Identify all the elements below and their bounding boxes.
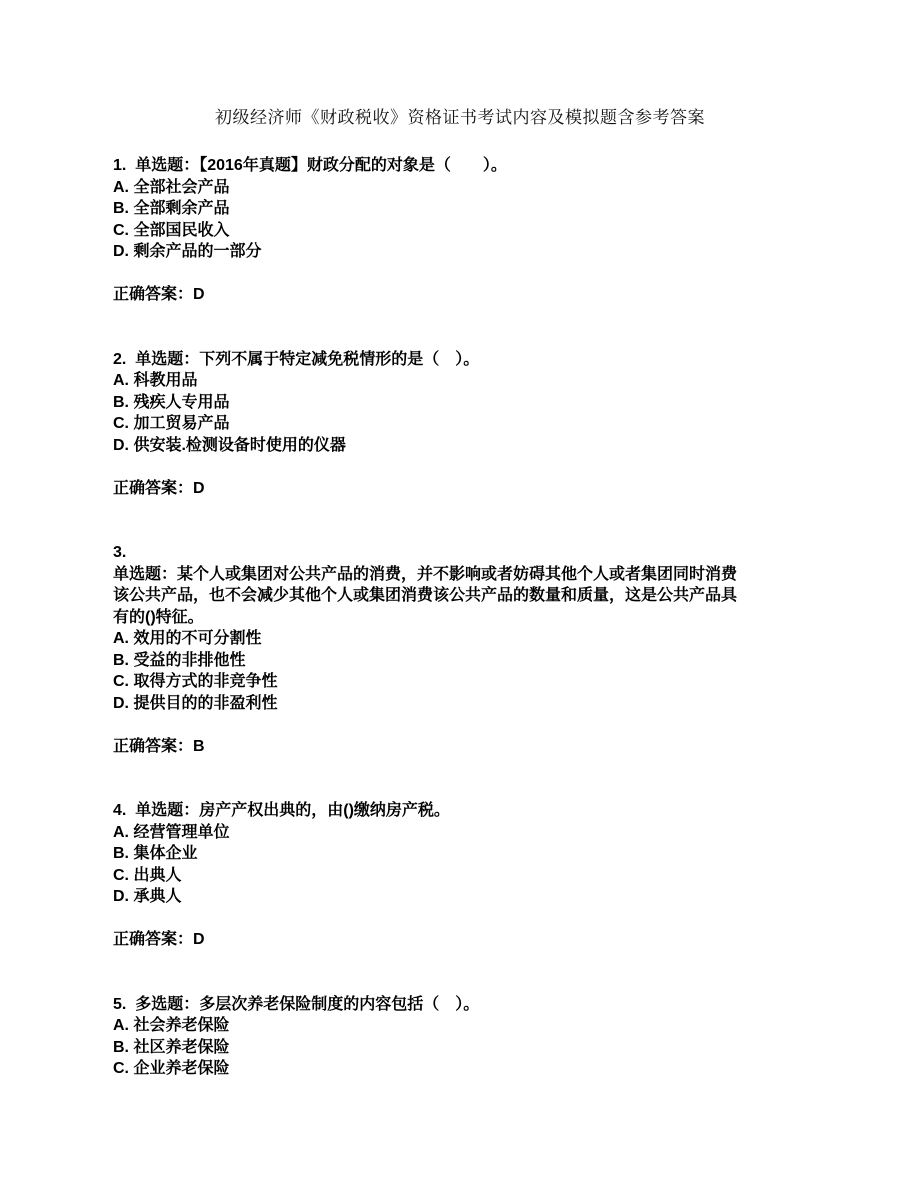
question-4-answer: 正确答案：D — [113, 931, 205, 948]
question-3-answer: 正确答案：B — [113, 737, 205, 755]
question-2-option-c: C. 加工贸易产品 — [113, 415, 230, 432]
question-4-option-a: A. 经营管理单位 — [113, 823, 230, 841]
question-2-answer: 正确答案：D — [113, 479, 205, 497]
question-4-heading: 4. 单选题：房产产权出典的，由()缴纳房产税。 — [113, 802, 450, 819]
question-3-option-a: A. 效用的不可分割性 — [113, 630, 262, 647]
question-block-4 — [113, 800, 810, 994]
question-1-option-d: D. 剩余产品的一部分 — [113, 243, 262, 260]
question-5-option-a: A. 社会养老保险 — [113, 1017, 230, 1034]
blank-lines — [113, 499, 810, 542]
question-5-option-c: C. 企业养老保险 — [113, 1060, 230, 1077]
question-1-option-c: C. 全部国民收入 — [113, 221, 230, 239]
blank-line — [113, 908, 810, 930]
question-block-3 — [113, 542, 810, 800]
question-4-option-c: C. 出典人 — [113, 866, 182, 884]
question-3-stem-line-2: 该公共产品，也不会减少其他个人或集团消费该公共产品的数量和质量，这是公共产品具 — [113, 587, 738, 604]
question-2-option-b: B. 残疾人专用品 — [113, 393, 230, 411]
question-3-number: 3. — [113, 544, 127, 561]
blank-line — [113, 714, 810, 736]
question-2-option-a: A. 科教用品 — [113, 372, 198, 389]
question-1-option-b: B. 全部剩余产品 — [113, 200, 230, 217]
blank-lines — [113, 757, 810, 800]
question-2-option-d: D. 供安装.检测设备时使用的仪器 — [113, 436, 346, 454]
question-3-option-b: B. 受益的非排他性 — [113, 651, 246, 669]
question-block-2 — [113, 349, 810, 543]
question-block-1 — [113, 155, 810, 349]
question-2-heading: 2. 单选题：下列不属于特定减免税情形的是（ ）。 — [113, 350, 480, 368]
question-1-heading: 1. 单选题：【2016年真题】财政分配的对象是（ ）。 — [113, 157, 507, 174]
document-content — [113, 155, 810, 1080]
question-3-stem-line-3: 有的()特征。 — [113, 608, 204, 626]
question-3-option-c: C. 取得方式的非竞争性 — [113, 673, 278, 690]
blank-lines — [113, 306, 810, 349]
question-1-answer: 正确答案：D — [113, 286, 205, 303]
question-3-option-d: D. 提供目的的非盈利性 — [113, 694, 278, 712]
question-5-option-b: B. 社区养老保险 — [113, 1038, 230, 1056]
question-1-option-a: A. 全部社会产品 — [113, 178, 230, 196]
question-3-stem-line-1: 单选题：某个人或集团对公共产品的消费，并不影响或者妨碍其他个人或者集团同时消费 — [113, 565, 738, 583]
blank-lines — [113, 951, 810, 994]
question-4-option-d: D. 承典人 — [113, 888, 182, 905]
question-block-5 — [113, 994, 810, 1080]
document-title: 初级经济师《财政税收》资格证书考试内容及模拟题含参考答案 — [215, 108, 705, 127]
question-5-heading: 5. 多选题：多层次养老保险制度的内容包括（ ）。 — [113, 995, 480, 1013]
blank-line — [113, 456, 810, 478]
question-4-option-b: B. 集体企业 — [113, 845, 198, 862]
blank-line — [113, 263, 810, 285]
